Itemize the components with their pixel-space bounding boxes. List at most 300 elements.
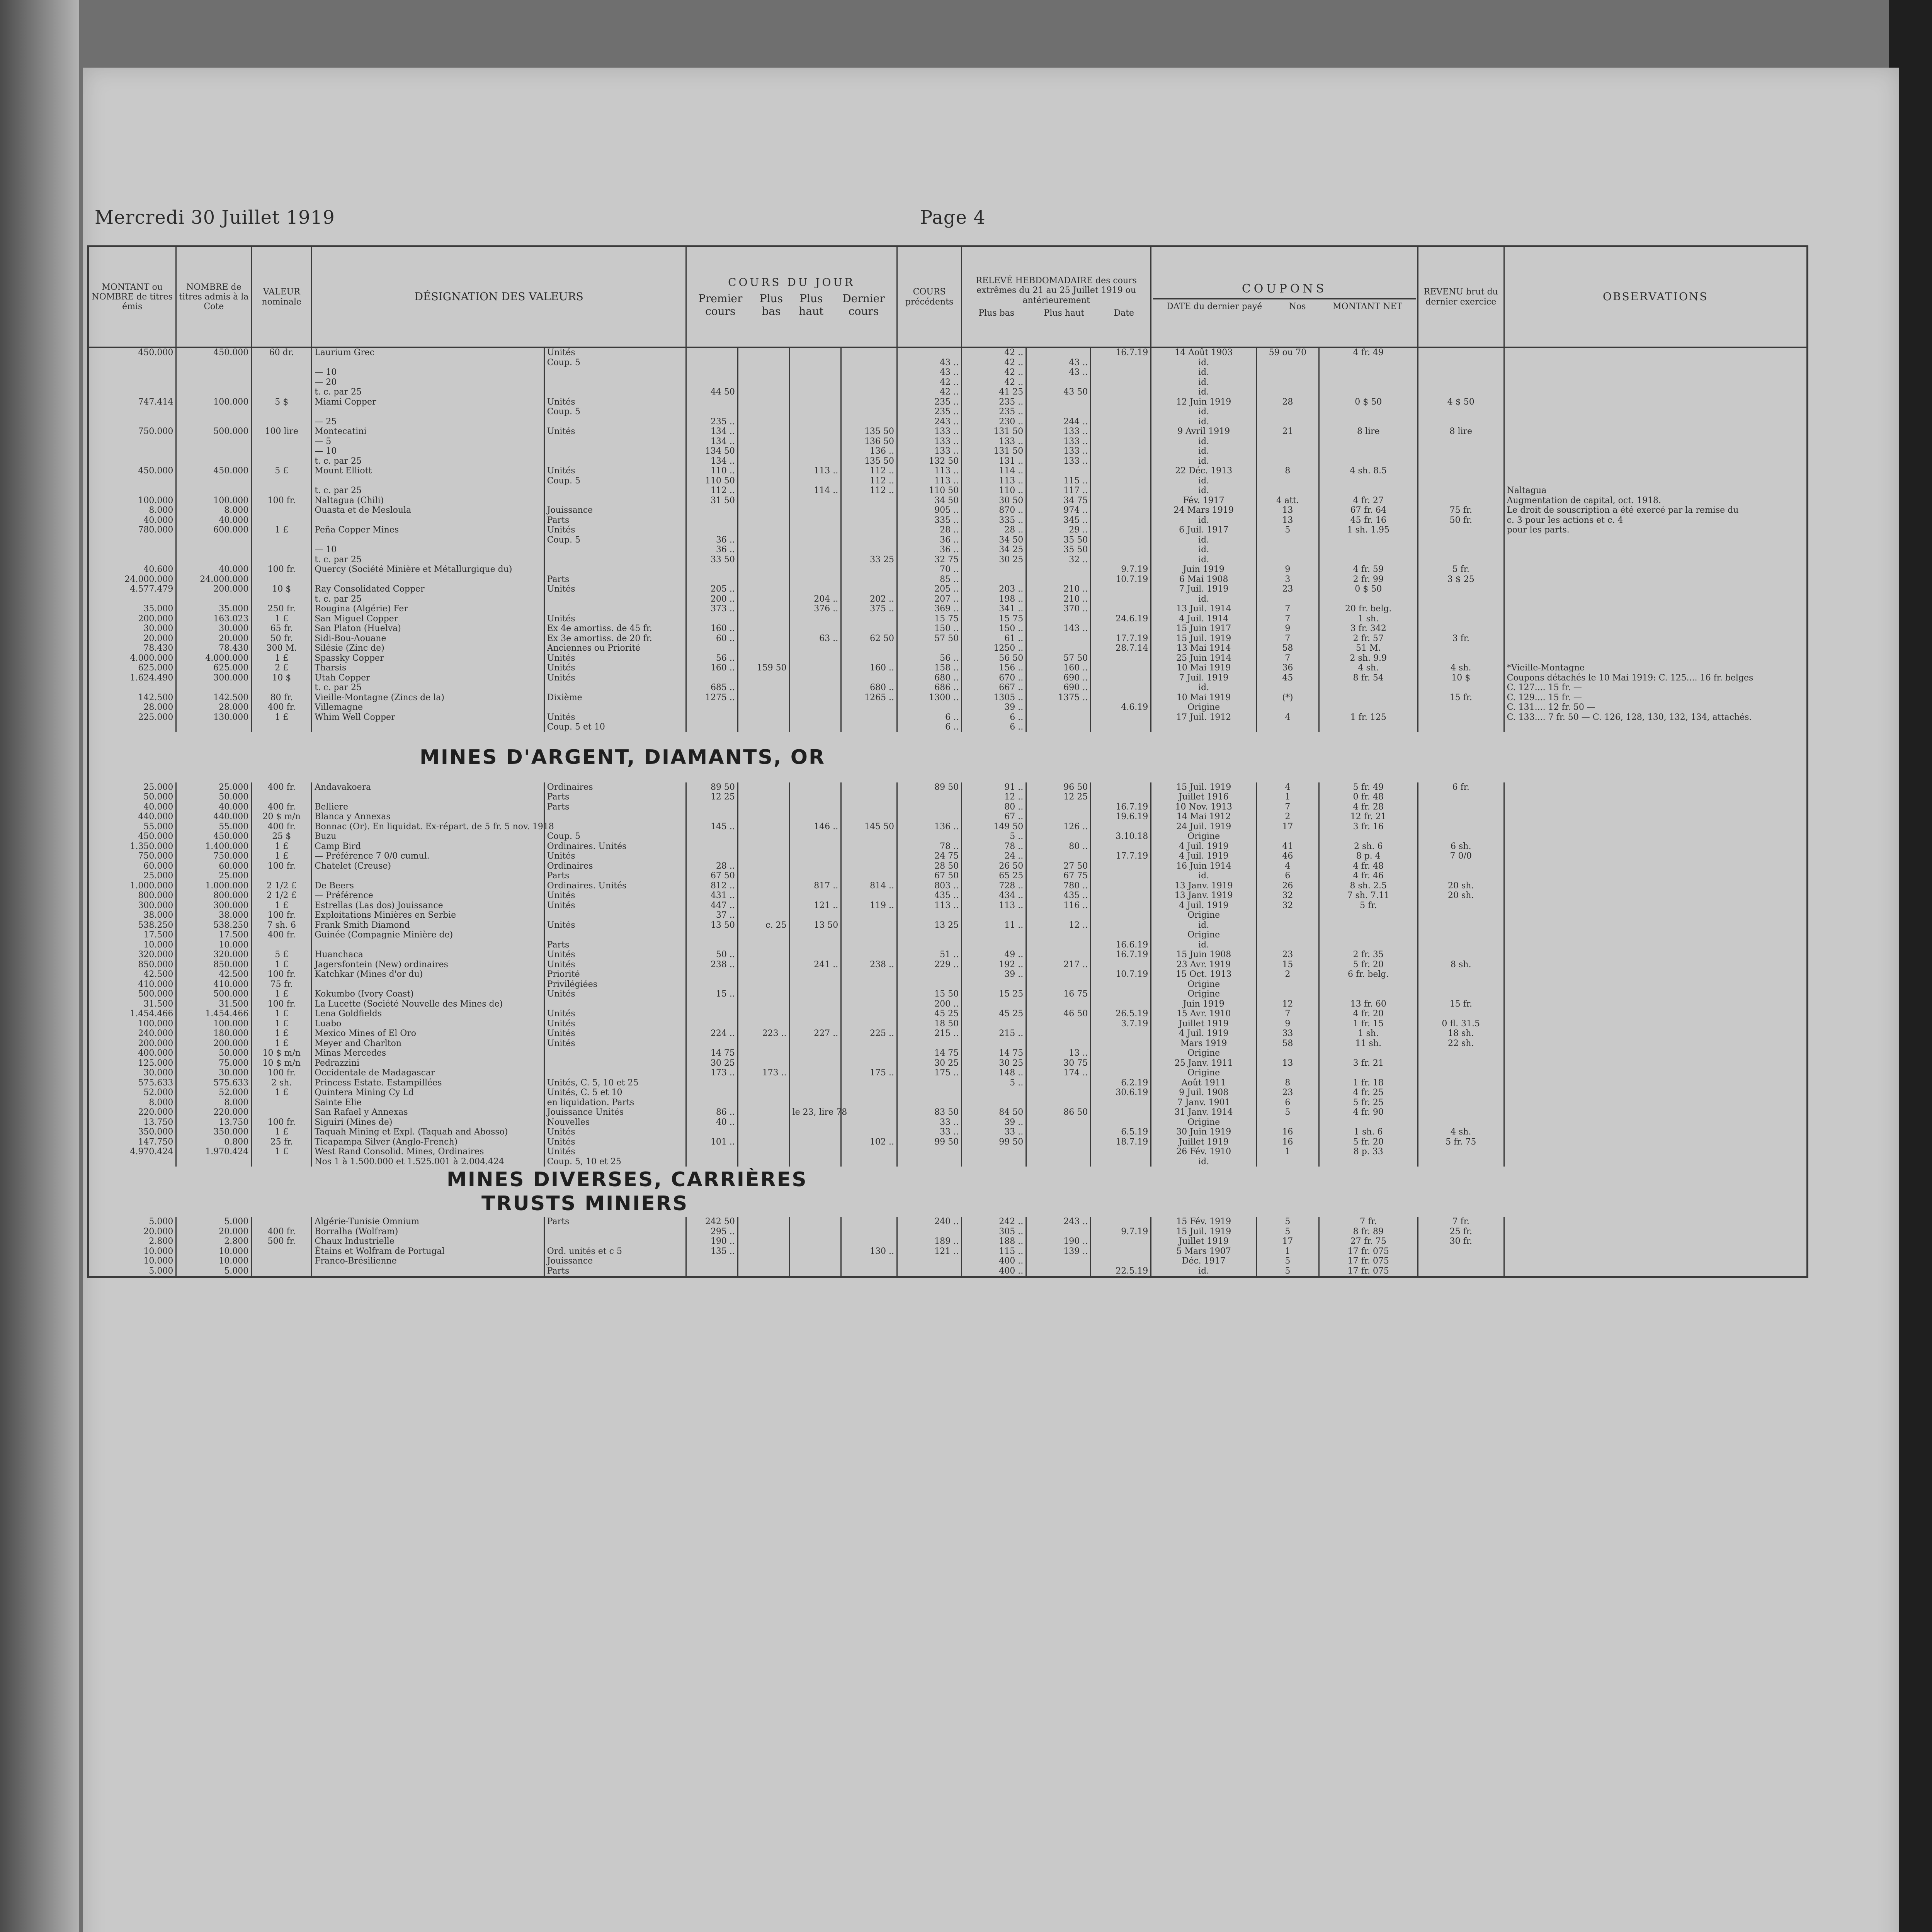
cell-montant: 200.000: [88, 1039, 176, 1049]
cell-releve-date: [1091, 713, 1151, 723]
cell-coupon-date: 9 Avril 1919: [1151, 427, 1257, 437]
table-row: [88, 702, 1808, 713]
cell-valeur: 10 $ m/n: [252, 1048, 312, 1058]
cell-designation: [312, 575, 544, 585]
cell-coupon-date: 10 Mai 1919: [1151, 663, 1257, 673]
cell-designation: Naltagua (Chili): [312, 496, 544, 506]
cell-plus-haut: [789, 702, 841, 713]
cell-plus-haut: [789, 871, 841, 881]
cell-observation: [1504, 851, 1807, 861]
cell-cours-precedent: [897, 1088, 962, 1098]
cell-plus-haut: [789, 1266, 841, 1277]
cell-designation: Villemagne: [312, 702, 544, 713]
cell-premier-cours: [686, 1078, 738, 1088]
cell-revenu: 50 fr.: [1418, 515, 1504, 526]
cell-releve-date: [1091, 545, 1151, 555]
cell-montant: 35.000: [88, 604, 176, 614]
cell-valeur: 5 £: [252, 466, 312, 476]
cell-plus-bas: [738, 397, 789, 407]
cell-releve-haut: [1026, 614, 1091, 624]
cell-categorie: Unités: [544, 347, 686, 358]
cell-plus-bas: [738, 980, 789, 990]
col-numeros: Nos: [1289, 301, 1306, 311]
cell-premier-cours: 33 50: [686, 555, 738, 565]
cell-categorie: Dixième: [544, 693, 686, 703]
cell-nombre: 750.000: [176, 851, 252, 861]
cell-montant: 1.624.490: [88, 673, 176, 683]
cell-releve-bas: 30 25: [962, 1058, 1026, 1068]
cell-valeur: 100 fr.: [252, 861, 312, 871]
cell-montant: 410.000: [88, 980, 176, 990]
cell-releve-bas: 42 ..: [962, 378, 1026, 388]
cell-releve-date: 16.6.19: [1091, 940, 1151, 950]
cell-revenu: [1418, 1098, 1504, 1108]
cell-cours-precedent: 215 ..: [897, 1029, 962, 1039]
cell-valeur: [252, 535, 312, 545]
cell-categorie: [544, 1068, 686, 1078]
cell-premier-cours: 67 50: [686, 871, 738, 881]
cell-releve-date: [1091, 1157, 1151, 1167]
cell-releve-bas: 870 ..: [962, 505, 1026, 515]
cell-coupon-date: Août 1911: [1151, 1078, 1257, 1088]
table-row: [88, 832, 1808, 842]
cell-montant: [88, 555, 176, 565]
cell-categorie: Parts: [544, 802, 686, 812]
cell-nombre: 220.000: [176, 1107, 252, 1117]
cell-revenu: 22 sh.: [1418, 1039, 1504, 1049]
cell-nombre: 500.000: [176, 427, 252, 437]
cell-plus-haut: [789, 367, 841, 378]
cell-revenu: [1418, 476, 1504, 486]
cell-releve-date: [1091, 1058, 1151, 1068]
cell-categorie: Coup. 5: [544, 832, 686, 842]
cell-coupon-montant: [1319, 980, 1418, 990]
cell-releve-haut: [1026, 930, 1091, 940]
cell-premier-cours: 40 ..: [686, 1117, 738, 1128]
cell-observation: C. 131.... 12 fr. 50 —: [1504, 702, 1807, 713]
table-row: [88, 486, 1808, 496]
cell-releve-date: [1091, 989, 1151, 999]
cell-observation: [1504, 634, 1807, 644]
cell-dernier-cours: 112 ..: [841, 466, 897, 476]
cell-coupon-date: 12 Juin 1919: [1151, 397, 1257, 407]
cell-releve-bas: 230 ..: [962, 417, 1026, 427]
cell-designation: Nos 1 à 1.500.000 et 1.525.001 à 2.004.424: [312, 1157, 544, 1167]
cell-dernier-cours: [841, 722, 897, 732]
table-row: [88, 437, 1808, 447]
cell-cours-precedent: 335 ..: [897, 515, 962, 526]
cell-coupon-numero: 4: [1257, 782, 1319, 793]
cell-revenu: [1418, 1247, 1504, 1257]
cell-montant: 1.454.466: [88, 1009, 176, 1019]
cell-revenu: [1418, 594, 1504, 604]
cell-cours-precedent: 30 25: [897, 1058, 962, 1068]
cell-categorie: Parts: [544, 940, 686, 950]
cell-releve-bas: 34 50: [962, 535, 1026, 545]
cell-coupon-numero: 7: [1257, 1009, 1319, 1019]
cell-revenu: [1418, 871, 1504, 881]
cell-categorie: Unités: [544, 584, 686, 594]
cell-observation: [1504, 1019, 1807, 1029]
cell-releve-date: 22.5.19: [1091, 1266, 1151, 1277]
cell-valeur: 20 $ m/n: [252, 812, 312, 822]
cell-montant: 38.000: [88, 910, 176, 920]
cell-premier-cours: [686, 397, 738, 407]
cell-montant: 28.000: [88, 702, 176, 713]
cell-coupon-numero: 13: [1257, 505, 1319, 515]
table-row: [88, 456, 1808, 466]
cell-revenu: [1418, 496, 1504, 506]
cell-coupon-montant: 1 sh. 6: [1319, 1127, 1418, 1137]
cell-releve-bas: 434 ..: [962, 891, 1026, 901]
cell-coupon-date: id.: [1151, 456, 1257, 466]
cell-dernier-cours: [841, 1058, 897, 1068]
cell-coupon-numero: 5: [1257, 1256, 1319, 1266]
table-row: [88, 1029, 1808, 1039]
cell-montant: 147.750: [88, 1137, 176, 1147]
cell-cours-precedent: 24 75: [897, 851, 962, 861]
cell-coupon-montant: 7 sh. 7.11: [1319, 891, 1418, 901]
table-row: [88, 1078, 1808, 1088]
cell-revenu: [1418, 624, 1504, 634]
cell-releve-date: [1091, 466, 1151, 476]
cell-releve-bas: 15 25: [962, 989, 1026, 999]
cell-montant: 20.000: [88, 634, 176, 644]
table-row: [88, 950, 1808, 960]
cell-dernier-cours: [841, 802, 897, 812]
cell-valeur: 100 lire: [252, 427, 312, 437]
cell-releve-date: [1091, 624, 1151, 634]
cell-coupon-montant: 11 sh.: [1319, 1039, 1418, 1049]
cell-plus-bas: [738, 901, 789, 911]
cell-nombre: 5.000: [176, 1266, 252, 1277]
cell-premier-cours: 101 ..: [686, 1137, 738, 1147]
cell-revenu: [1418, 969, 1504, 980]
cell-observation: *Vieille-Montagne: [1504, 663, 1807, 673]
table-row: [88, 842, 1808, 852]
cell-releve-date: [1091, 1098, 1151, 1108]
cell-coupon-montant: [1319, 920, 1418, 930]
cell-valeur: 100 fr.: [252, 565, 312, 575]
cell-montant: [88, 358, 176, 368]
cell-designation: Quintera Mining Cy Ld: [312, 1088, 544, 1098]
cell-cours-precedent: 905 ..: [897, 505, 962, 515]
cell-releve-haut: 46 50: [1026, 1009, 1091, 1019]
cell-nombre: 50.000: [176, 792, 252, 802]
cell-observation: [1504, 969, 1807, 980]
cell-nombre: [176, 476, 252, 486]
cell-cours-precedent: 28 50: [897, 861, 962, 871]
cell-valeur: 50 fr.: [252, 634, 312, 644]
cell-coupon-date: Origine: [1151, 1048, 1257, 1058]
cell-dernier-cours: 135 50: [841, 456, 897, 466]
cell-observation: [1504, 367, 1807, 378]
cell-designation: Borralha (Wolfram): [312, 1227, 544, 1237]
cell-releve-haut: [1026, 407, 1091, 417]
cell-valeur: [252, 722, 312, 732]
cell-releve-haut: 210 ..: [1026, 594, 1091, 604]
section-title-argent: MINES D'ARGENT, DIAMANTS, OR: [420, 745, 825, 769]
table-row: [88, 565, 1808, 575]
cell-dernier-cours: [841, 1157, 897, 1167]
cell-coupon-numero: [1257, 910, 1319, 920]
cell-observation: [1504, 1058, 1807, 1068]
cell-coupon-numero: [1257, 555, 1319, 565]
cell-coupon-numero: [1257, 486, 1319, 496]
cell-revenu: [1418, 614, 1504, 624]
cell-releve-date: [1091, 496, 1151, 506]
cell-montant: [88, 417, 176, 427]
cell-observation: [1504, 1137, 1807, 1147]
cell-plus-haut: [789, 1157, 841, 1167]
cell-revenu: 75 fr.: [1418, 505, 1504, 515]
cell-releve-date: [1091, 673, 1151, 683]
cell-premier-cours: [686, 378, 738, 388]
cell-categorie: Parts: [544, 871, 686, 881]
table-row: [88, 1157, 1808, 1167]
table-header-row: [88, 247, 1808, 347]
cell-montant: 100.000: [88, 1019, 176, 1029]
cell-coupon-date: [1151, 722, 1257, 732]
cell-nombre: [176, 456, 252, 466]
cell-designation: Franco-Brésilienne: [312, 1256, 544, 1266]
cell-categorie: Unités: [544, 663, 686, 673]
cell-nombre: 20.000: [176, 634, 252, 644]
cell-revenu: 4 $ 50: [1418, 397, 1504, 407]
cell-categorie: Ex 3e amortiss. de 20 fr.: [544, 634, 686, 644]
cell-dernier-cours: [841, 871, 897, 881]
cell-releve-haut: 43 50: [1026, 387, 1091, 397]
cell-premier-cours: 373 ..: [686, 604, 738, 614]
cell-categorie: Coup. 5: [544, 358, 686, 368]
cell-montant: [88, 367, 176, 378]
cell-revenu: 4 sh.: [1418, 1127, 1504, 1137]
cell-nombre: 450.000: [176, 466, 252, 476]
cell-observation: [1504, 417, 1807, 427]
cell-releve-haut: 27 50: [1026, 861, 1091, 871]
cell-categorie: [544, 545, 686, 555]
cell-categorie: Ordinaires. Unités: [544, 881, 686, 891]
cell-cours-precedent: 83 50: [897, 1107, 962, 1117]
cell-coupon-montant: 4 fr. 49: [1319, 347, 1418, 358]
cell-revenu: [1418, 604, 1504, 614]
cell-releve-bas: 6 ..: [962, 722, 1026, 732]
cell-releve-haut: [1026, 832, 1091, 842]
cell-revenu: [1418, 358, 1504, 368]
cell-revenu: [1418, 653, 1504, 663]
cell-nombre: 500.000: [176, 989, 252, 999]
cell-nombre: 10.000: [176, 1247, 252, 1257]
cell-coupon-date: Juillet 1916: [1151, 792, 1257, 802]
cell-montant: [88, 486, 176, 496]
cell-dernier-cours: 175 ..: [841, 1068, 897, 1078]
cell-nombre: [176, 722, 252, 732]
cell-premier-cours: 37 ..: [686, 910, 738, 920]
cell-coupon-numero: [1257, 437, 1319, 447]
cell-dernier-cours: [841, 1266, 897, 1277]
cell-coupon-numero: [1257, 476, 1319, 486]
cell-valeur: [252, 1217, 312, 1227]
section-title-trusts: TRUSTS MINIERS: [481, 1192, 689, 1215]
cell-coupon-date: 13 Janv. 1919: [1151, 881, 1257, 891]
issue-date: Mercredi 30 Juillet 1919: [95, 207, 335, 228]
cell-releve-bas: 49 ..: [962, 950, 1026, 960]
cell-releve-haut: [1026, 347, 1091, 358]
cell-releve-bas: [962, 1088, 1026, 1098]
cell-premier-cours: 242 50: [686, 1217, 738, 1227]
table-row: [88, 1217, 1808, 1227]
cell-coupon-montant: [1319, 407, 1418, 417]
cell-releve-haut: [1026, 1147, 1091, 1157]
cell-coupon-date: 25 Juin 1914: [1151, 653, 1257, 663]
cell-releve-date: [1091, 861, 1151, 871]
cell-nombre: 130.000: [176, 713, 252, 723]
cell-releve-date: [1091, 1256, 1151, 1266]
cell-releve-haut: 370 ..: [1026, 604, 1091, 614]
cell-premier-cours: [686, 565, 738, 575]
cell-designation: Tharsis: [312, 663, 544, 673]
cell-dernier-cours: [841, 397, 897, 407]
cell-categorie: [544, 604, 686, 614]
cell-plus-bas: [738, 604, 789, 614]
cell-cours-precedent: 113 ..: [897, 466, 962, 476]
cell-categorie: [544, 930, 686, 940]
cell-nombre: 25.000: [176, 782, 252, 793]
cell-coupon-date: 15 Juil. 1919: [1151, 782, 1257, 793]
cell-observation: Le droit de souscription a été exercé par la remise du: [1504, 505, 1807, 515]
cell-releve-haut: [1026, 1029, 1091, 1039]
cell-designation: San Miguel Copper: [312, 614, 544, 624]
cell-premier-cours: [686, 673, 738, 683]
cell-releve-haut: 30 75: [1026, 1058, 1091, 1068]
cell-releve-haut: 139 ..: [1026, 1247, 1091, 1257]
cell-montant: [88, 535, 176, 545]
cell-releve-bas: 65 25: [962, 871, 1026, 881]
cell-revenu: 20 sh.: [1418, 891, 1504, 901]
cell-valeur: 1 £: [252, 1019, 312, 1029]
cell-categorie: Coup. 5: [544, 476, 686, 486]
cell-categorie: [544, 683, 686, 693]
cell-designation: [312, 1266, 544, 1277]
page-number: Page 4: [920, 207, 986, 228]
cell-designation: Sidi-Bou-Aouane: [312, 634, 544, 644]
cell-coupon-montant: 8 fr. 54: [1319, 673, 1418, 683]
cell-coupon-date: 22 Déc. 1913: [1151, 466, 1257, 476]
cell-dernier-cours: [841, 920, 897, 930]
cell-revenu: [1418, 713, 1504, 723]
cell-plus-haut: [789, 1078, 841, 1088]
cell-releve-haut: [1026, 1127, 1091, 1137]
cell-coupon-date: 7 Juil. 1919: [1151, 673, 1257, 683]
cell-observation: [1504, 446, 1807, 456]
cell-coupon-date: 4 Juil. 1919: [1151, 1029, 1257, 1039]
cell-cours-precedent: 33 ..: [897, 1117, 962, 1128]
cell-premier-cours: [686, 851, 738, 861]
cell-premier-cours: 134 ..: [686, 456, 738, 466]
cell-nombre: 538.250: [176, 920, 252, 930]
cell-categorie: Parts: [544, 792, 686, 802]
cell-plus-bas: [738, 673, 789, 683]
cell-plus-haut: [789, 575, 841, 585]
cell-nombre: 50.000: [176, 1048, 252, 1058]
cell-cours-precedent: 51 ..: [897, 950, 962, 960]
cell-premier-cours: 145 ..: [686, 822, 738, 832]
cell-plus-bas: [738, 417, 789, 427]
cell-cours-precedent: 45 25: [897, 1009, 962, 1019]
cell-releve-date: [1091, 999, 1151, 1009]
col-nombre: NOMBRE de titres admis à la Cote: [176, 247, 252, 347]
cell-premier-cours: [686, 1019, 738, 1029]
cell-coupon-numero: 7: [1257, 634, 1319, 644]
cell-categorie: Unités: [544, 1029, 686, 1039]
table-row: [88, 713, 1808, 723]
cell-releve-bas: 39 ..: [962, 1117, 1026, 1128]
cell-observation: [1504, 920, 1807, 930]
cell-coupon-montant: 45 fr. 16: [1319, 515, 1418, 526]
cell-plus-bas: [738, 1117, 789, 1128]
cell-valeur: 100 fr.: [252, 999, 312, 1009]
cell-montant: 8.000: [88, 1098, 176, 1108]
cell-coupon-numero: [1257, 702, 1319, 713]
cell-dernier-cours: [841, 378, 897, 388]
cell-categorie: [544, 999, 686, 1009]
cell-observation: [1504, 456, 1807, 466]
cell-cours-precedent: 205 ..: [897, 584, 962, 594]
cell-releve-date: [1091, 1048, 1151, 1058]
section-argent: [88, 732, 1808, 782]
cell-releve-bas: 61 ..: [962, 634, 1026, 644]
cell-coupon-date: id.: [1151, 1157, 1257, 1167]
cell-revenu: [1418, 466, 1504, 476]
cell-plus-bas: [738, 1266, 789, 1277]
cell-releve-date: 16.7.19: [1091, 950, 1151, 960]
cell-dernier-cours: [841, 812, 897, 822]
cell-releve-date: 4.6.19: [1091, 702, 1151, 713]
cell-nombre: 163.023: [176, 614, 252, 624]
cell-coupon-montant: 4 fr. 59: [1319, 565, 1418, 575]
cell-cours-precedent: [897, 347, 962, 358]
cell-revenu: 30 fr.: [1418, 1236, 1504, 1247]
cell-coupon-numero: 2: [1257, 812, 1319, 822]
cell-premier-cours: [686, 407, 738, 417]
cell-nombre: 38.000: [176, 910, 252, 920]
cell-dernier-cours: [841, 653, 897, 663]
cell-dernier-cours: 112 ..: [841, 486, 897, 496]
cell-coupon-date: 15 Juin 1908: [1151, 950, 1257, 960]
cell-coupon-numero: 4 att.: [1257, 496, 1319, 506]
cell-nombre: [176, 446, 252, 456]
cell-observation: [1504, 575, 1807, 585]
cell-designation: Whim Well Copper: [312, 713, 544, 723]
cell-dernier-cours: [841, 643, 897, 653]
cell-revenu: [1418, 378, 1504, 388]
cell-plus-bas: [738, 1107, 789, 1117]
cell-plus-haut: [789, 584, 841, 594]
cell-coupon-montant: 2 fr. 99: [1319, 575, 1418, 585]
cell-coupon-date: Origine: [1151, 1068, 1257, 1078]
cell-dernier-cours: [841, 614, 897, 624]
cell-coupon-numero: 28: [1257, 397, 1319, 407]
cell-revenu: [1418, 417, 1504, 427]
cell-valeur: 1 £: [252, 1088, 312, 1098]
cell-montant: 747.414: [88, 397, 176, 407]
cell-plus-haut: [789, 525, 841, 535]
cell-categorie: [544, 555, 686, 565]
cell-releve-haut: [1026, 1098, 1091, 1108]
cell-coupon-date: Juillet 1919: [1151, 1236, 1257, 1247]
coupons-title: COUPONS: [1153, 282, 1416, 299]
cell-releve-haut: [1026, 397, 1091, 407]
